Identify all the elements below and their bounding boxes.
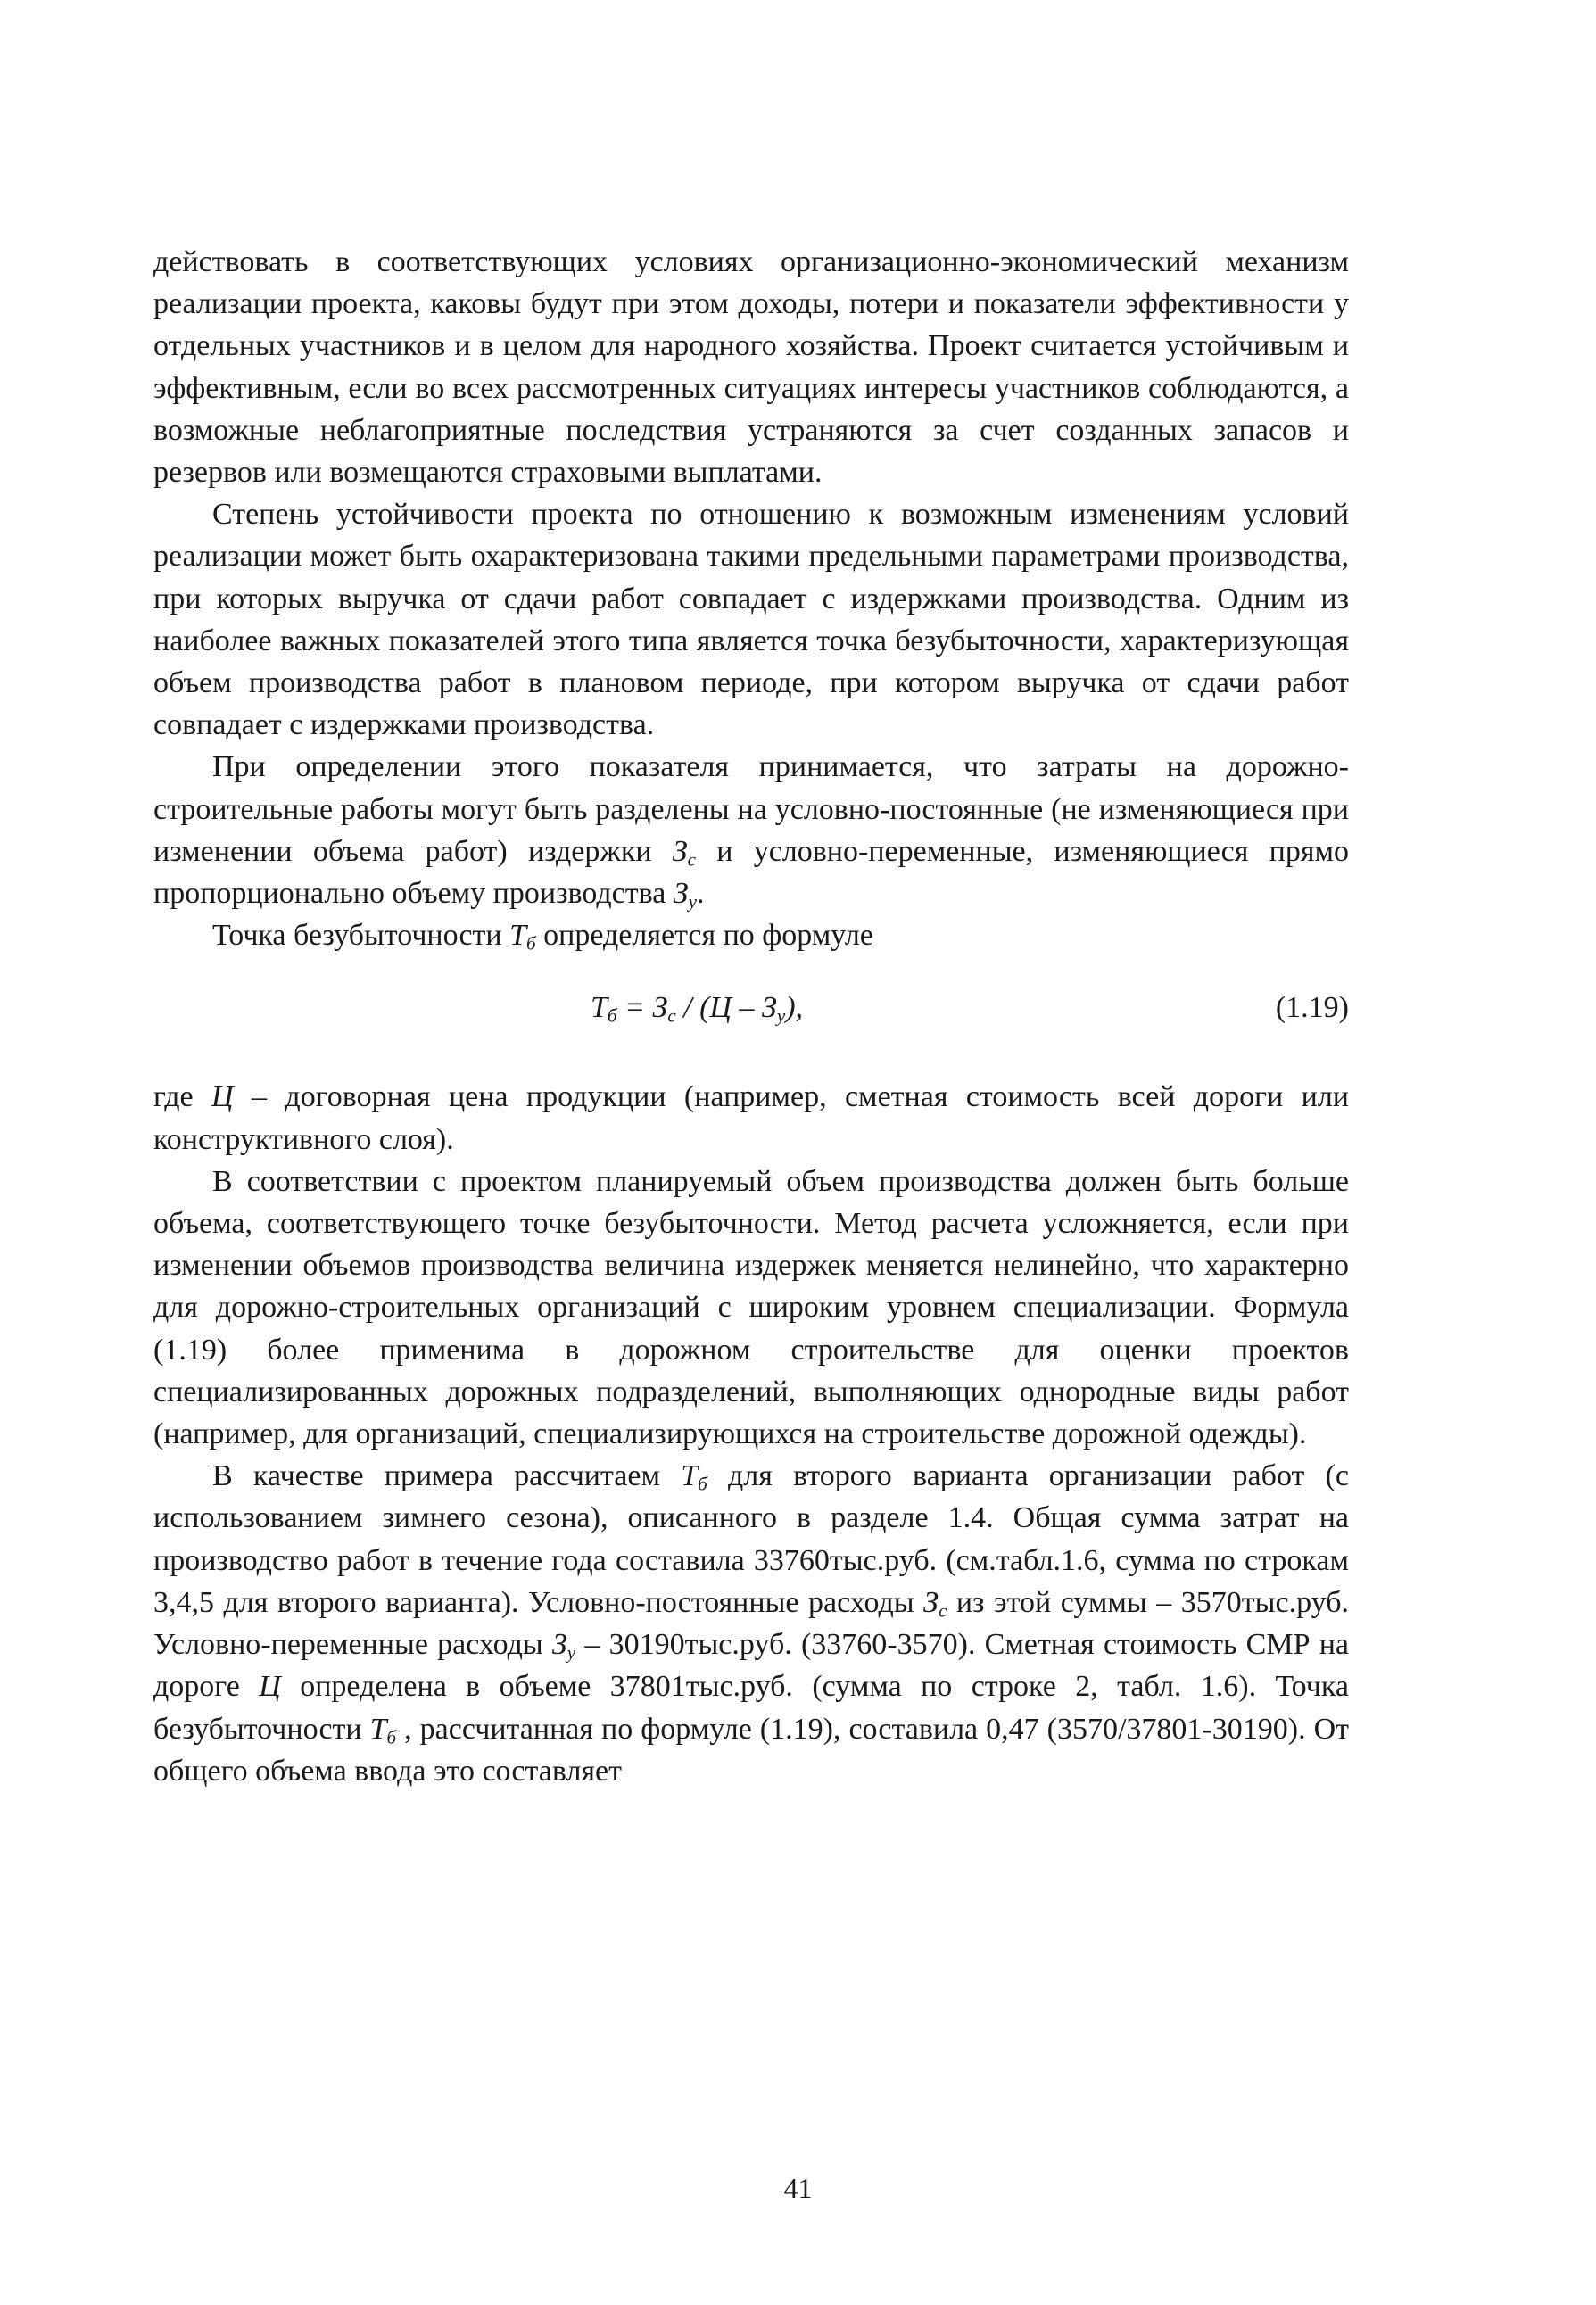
text-run: / (Ц – З <box>675 991 777 1025</box>
subscript-text: б <box>386 1725 397 1747</box>
text-run: В качестве примера рассчитаем <box>212 1459 682 1493</box>
formula <box>591 987 803 1029</box>
italic-symbol: Т <box>509 919 527 953</box>
page-number: 41 <box>783 2172 813 2204</box>
italic-symbol: З <box>551 1628 567 1662</box>
text-run: определяется по формуле <box>535 919 873 953</box>
text-run: Степень устойчивости проекта по отношению к возможным изменениям условий реализации может быть охарактеризована такими предельными параметрами производства, при которых выручка от сдачи работ совпадает с издержками производства. Одним из наиболее важных показателей этого типа является точка безубыточности, характеризующая объем производства работ в плановом периоде, при котором выручка от сдачи работ совпадает с издержками производства. <box>153 498 1349 742</box>
text-run: из этой суммы – 3570тыс.руб. Условно-переменные расходы <box>153 1585 1349 1662</box>
italic-symbol: Ц <box>211 1080 234 1114</box>
text-run: где <box>153 1080 212 1114</box>
italic-symbol: З <box>673 877 689 911</box>
subscript-text: у <box>776 1004 786 1027</box>
italic-symbol: Ц <box>259 1670 281 1704</box>
text-run: Точка безубыточности <box>212 919 510 953</box>
subscript-text: с <box>938 1599 947 1622</box>
subscript-text: у <box>688 890 697 913</box>
subscript-text: с <box>667 1004 676 1027</box>
text-run: действовать в соответствующих условиях организационно-экономический механизм реализации проекта, каковы будут при этом доходы, потери и показатели эффективности у отдельных участников и в целом для народного хозяйства. Проект считается устойчивым и эффективным, если во всех рассмотренных ситуациях интересы участников соблюдаются, а возможные неблагоприятные последствия устраняются за счет созданных запасов и резервов или возмещаются страховыми выплатами. <box>153 245 1349 490</box>
paragraph <box>153 1455 1349 1792</box>
italic-symbol: З <box>923 1585 939 1619</box>
subscript-text: у <box>566 1641 576 1664</box>
text-run: и условно-переменные, изменяющиеся прямо пропорционально объему производства <box>153 834 1349 911</box>
text-run: для второго варианта организации работ (с использованием зимнего сезона), описанного в разделе 1.4. Общая сумма затрат на производство работ в течение года составила 33760тыс.руб. (см.табл.1.6, сумма по строкам 3,4,5 для второго варианта). Условно-постоянные расходы <box>153 1459 1349 1619</box>
paragraph <box>153 1161 1349 1455</box>
subscript-text: б <box>698 1473 707 1495</box>
page-body <box>153 241 1349 1792</box>
formula-line <box>153 987 1349 1040</box>
italic-symbol: Т <box>369 1712 387 1746</box>
italic-symbol: Т <box>681 1459 699 1493</box>
text-run: При определении этого показателя принимается, что затраты на дорожно-строительные работы могут быть разделены на условно-постоянные (не изменяющиеся при изменении объема работ) издержки <box>153 750 1349 868</box>
text-run: . <box>696 877 705 911</box>
paragraph <box>153 1076 1349 1160</box>
paragraph <box>153 493 1349 746</box>
text-run: , рассчитанная по формуле (1.19), составила 0,47 (3570/37801-30190). От общего объема ввода это составляет <box>153 1712 1349 1788</box>
subscript-text: б <box>607 1004 617 1027</box>
text-run: Т <box>591 991 608 1025</box>
text-run: – договорная цена продукции (например, сметная стоимость всей дороги или конструктивного слоя). <box>153 1080 1349 1156</box>
text-run: В соответствии с проектом планируемый объем производства должен быть больше объема, соответствующего точке безубыточности. Метод расчета усложняется, если при изменении объемов производства величина издержек меняется нелинейно, что характерно для дорожно-строительных организаций с широким уровнем специализации. Формула (1.19) более применима в дорожном строительстве для оценки проектов специализированных дорожных подразделений, выполняющих однородные виды работ (например, для организаций, специализирующихся на строительстве дорожной одежды). <box>153 1164 1349 1451</box>
text-run: ), <box>785 991 804 1025</box>
paragraph <box>153 746 1349 914</box>
subscript-text: с <box>687 848 697 871</box>
subscript-text: б <box>526 932 536 954</box>
formula-number: (1.19) <box>1275 991 1349 1025</box>
paragraph <box>153 241 1349 493</box>
text-run: – 30190тыс.руб. (33760-3570). Сметная стоимость СМР на дороге <box>153 1628 1349 1704</box>
italic-symbol: З <box>672 834 688 868</box>
text-run: = З <box>616 991 668 1025</box>
paragraph <box>153 914 1349 956</box>
text-run: определена в объеме 37801тыс.руб. (сумма по строке 2, табл. 1.6). Точка безубыточности <box>153 1670 1349 1746</box>
